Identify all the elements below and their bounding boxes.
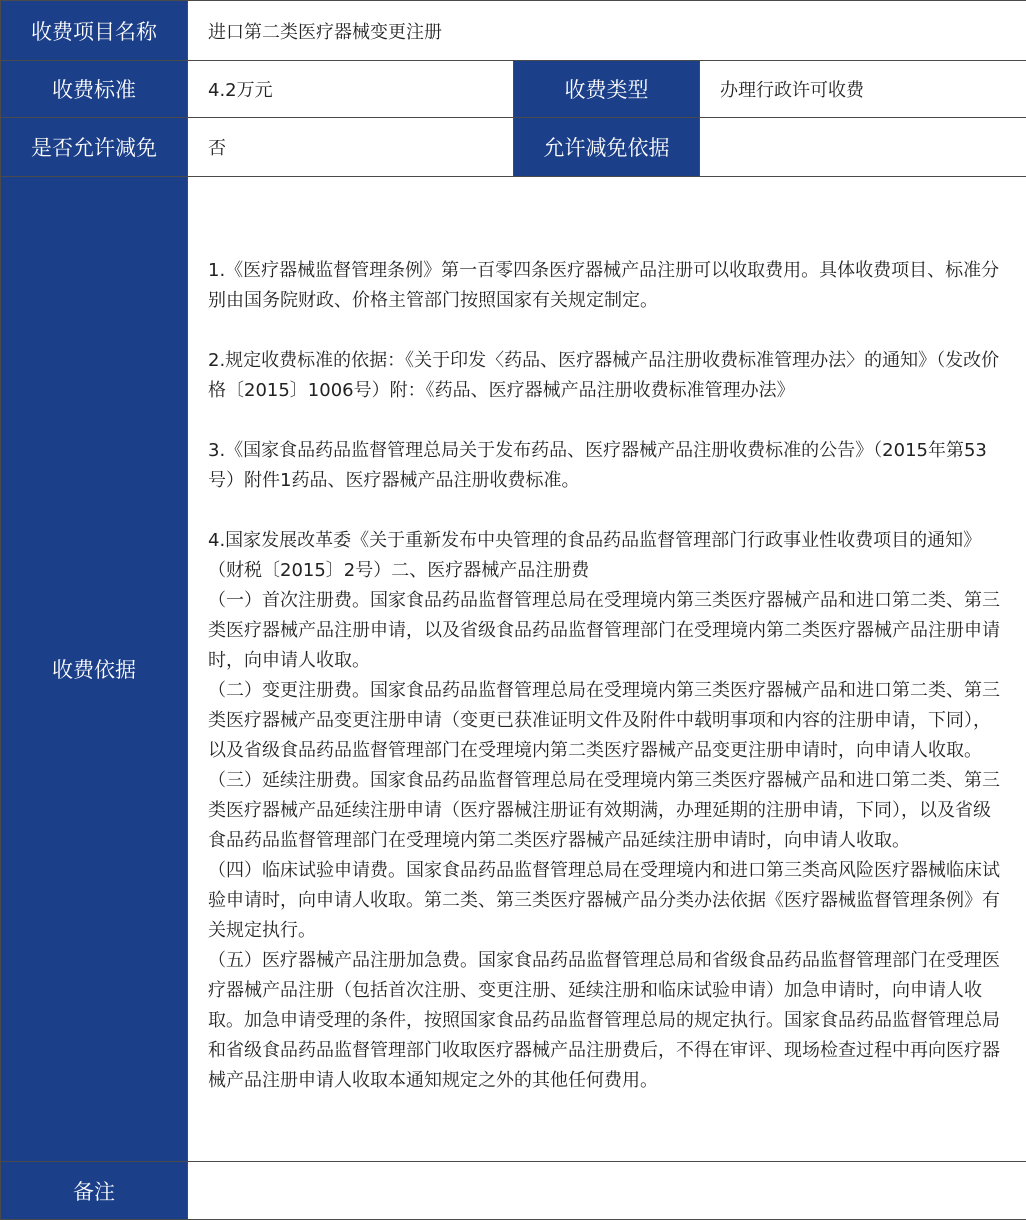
basis-paragraph-4-1: （一）首次注册费。国家食品药品监督管理总局在受理境内第三类医疗器械产品和进口第二类、第三类医疗器械产品注册申请，以及省级食品药品监督管理部门在受理境内第二类医疗器械产品注册申请时，向申请人收取。 (208, 586, 1002, 676)
basis-paragraph-4-5: （五）医疗器械产品注册加急费。国家食品药品监督管理总局和省级食品药品监督管理部门在受理医疗器械产品注册（包括首次注册、变更注册、延续注册和临床试验申请）加急申请时，向申请人收取。加急申请受理的条件，按照国家食品药品监督管理总局的规定执行。国家食品药品监督管理总局和省级食品药品监督管理部门收取医疗器械产品注册费后，不得在审评、现场检查过程中再向医疗器械产品注册申请人收取本通知规定之外的其他任何费用。 (208, 946, 1002, 1096)
standard-label: 收费标准 (1, 61, 188, 118)
reduction-basis-label: 允许减免依据 (514, 118, 700, 177)
row-reduction (1, 118, 1026, 177)
reduction-basis-value (700, 118, 1026, 177)
basis-label: 收费依据 (1, 177, 188, 1162)
item-name-value: 进口第二类医疗器械变更注册 (188, 1, 1026, 61)
basis-paragraph-4: 4.国家发展改革委《关于重新发布中央管理的食品药品监督管理部门行政事业性收费项目的通知》（财税〔2015〕2号）二、医疗器械产品注册费 (208, 526, 1002, 586)
basis-paragraph-3: 3.《国家食品药品监督管理总局关于发布药品、医疗器械产品注册收费标准的公告》（2015年第53号）附件1药品、医疗器械产品注册收费标准。 (208, 436, 1002, 496)
basis-paragraph-4-3: （三）延续注册费。国家食品药品监督管理总局在受理境内第三类医疗器械产品和进口第二类、第三类医疗器械产品延续注册申请（医疗器械注册证有效期满，办理延期的注册申请，下同），以及省级食品药品监督管理部门在受理境内第二类医疗器械产品延续注册申请时，向申请人收取。 (208, 766, 1002, 856)
remarks-value (188, 1162, 1026, 1220)
type-label: 收费类型 (514, 61, 700, 118)
type-value: 办理行政许可收费 (700, 61, 1026, 118)
basis-content (188, 177, 1026, 1162)
basis-paragraph-1: 1.《医疗器械监督管理条例》第一百零四条医疗器械产品注册可以收取费用。具体收费项目、标准分别由国务院财政、价格主管部门按照国家有关规定制定。 (208, 256, 1002, 316)
reduction-value: 否 (188, 118, 514, 177)
standard-value: 4.2万元 (188, 61, 514, 118)
row-item-name (1, 1, 1026, 61)
row-standard (1, 61, 1026, 118)
basis-paragraph-4-2: （二）变更注册费。国家食品药品监督管理总局在受理境内第三类医疗器械产品和进口第二类、第三类医疗器械产品变更注册申请（变更已获准证明文件及附件中载明事项和内容的注册申请，下同），以及省级食品药品监督管理部门在受理境内第二类医疗器械产品变更注册申请时，向申请人收取。 (208, 676, 1002, 766)
item-name-label: 收费项目名称 (1, 1, 188, 61)
row-basis (1, 177, 1026, 1162)
basis-paragraph-4-4: （四）临床试验申请费。国家食品药品监督管理总局在受理境内和进口第三类高风险医疗器械临床试验申请时，向申请人收取。第二类、第三类医疗器械产品分类办法依据《医疗器械监督管理条例》有关规定执行。 (208, 856, 1002, 946)
reduction-label: 是否允许减免 (1, 118, 188, 177)
remarks-label: 备注 (1, 1162, 188, 1220)
row-remarks (1, 1162, 1026, 1220)
basis-paragraph-2: 2.规定收费标准的依据：《关于印发〈药品、医疗器械产品注册收费标准管理办法〉的通知》（发改价格〔2015〕1006号）附：《药品、医疗器械产品注册收费标准管理办法》 (208, 346, 1002, 406)
